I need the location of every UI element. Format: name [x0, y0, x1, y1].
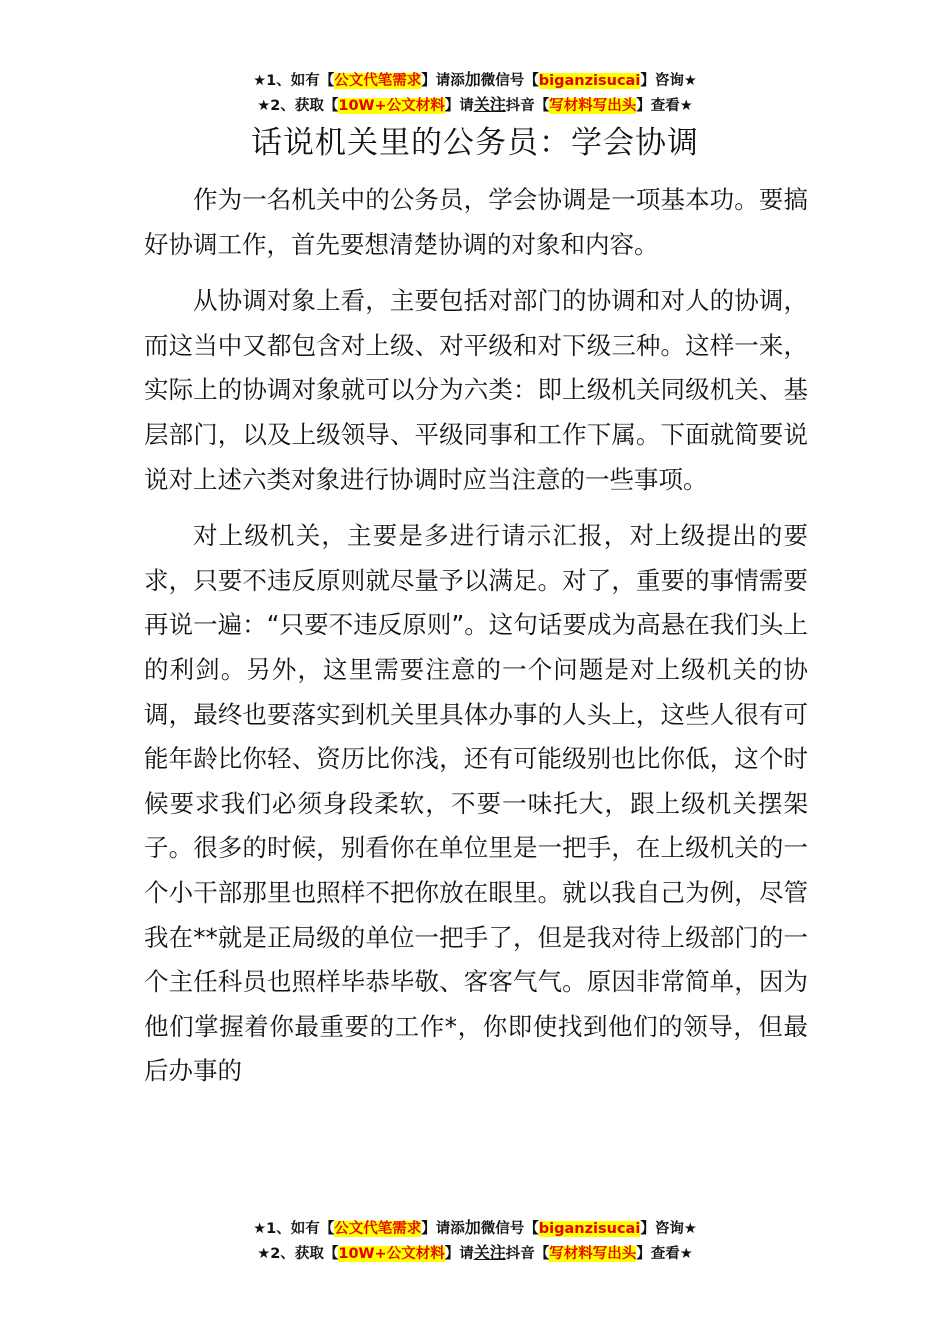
header-line-1 [0, 68, 950, 93]
star-icon: ★ [257, 98, 271, 114]
banner-text: 1、如有【 [266, 1221, 335, 1237]
highlight-wechat-id: biganzisucai [538, 73, 641, 89]
footer-line-1 [0, 1216, 950, 1241]
paragraph: 作为一名机关中的公务员，学会协调是一项基本功。要搞好协调工作，首先要想清楚协调的对象和内容。 [144, 185, 808, 259]
document-title: 话说机关里的公务员：学会协调 [251, 125, 699, 161]
banner-text: 微信号【 [480, 1221, 539, 1237]
star-icon: ★ [253, 1221, 267, 1237]
banner-text: 】咨询★ [640, 1221, 697, 1237]
banner-text: 】请添 [421, 73, 465, 89]
banner-text: 】咨询★ [640, 73, 697, 89]
header-line-2 [0, 93, 950, 118]
footer-banner [0, 1216, 950, 1266]
highlight-douyin: 写材料写出头 [549, 1246, 637, 1262]
footer-line-2 [0, 1241, 950, 1266]
star-icon: ★ [257, 1246, 271, 1262]
banner-emphasis: 加 [464, 1218, 481, 1237]
banner-emphasis: 关注 [473, 95, 506, 114]
highlight-wechat-id: biganzisucai [538, 1221, 641, 1237]
banner-text: 】请添 [421, 1221, 465, 1237]
banner-text: 】请 [444, 1246, 474, 1262]
star-icon: ★ [253, 73, 267, 89]
banner-text: 2、获取【 [270, 98, 339, 114]
header-banner [0, 68, 950, 118]
banner-text: 微信号【 [480, 73, 539, 89]
banner-emphasis: 加 [464, 70, 481, 89]
banner-text: 1、如有【 [266, 73, 335, 89]
banner-text: 】查看★ [636, 1246, 693, 1262]
highlight-service: 公文代笔需求 [334, 73, 422, 89]
banner-text: 】查看★ [636, 98, 693, 114]
highlight-materials: 10W+公文材料 [338, 1246, 445, 1262]
banner-text: 2、获取【 [270, 1246, 339, 1262]
document-body [144, 178, 808, 1106]
highlight-service: 公文代笔需求 [334, 1221, 422, 1237]
highlight-douyin: 写材料写出头 [549, 98, 637, 114]
highlight-materials: 10W+公文材料 [338, 98, 445, 114]
banner-text: 抖音【 [505, 1246, 550, 1262]
paragraph: 从协调对象上看，主要包括对部门的协调和对人的协调，而这当中又都包含对上级、对平级和对下级三种。这样一来，实际上的协调对象就可以分为六类：即上级机关同级机关、基层部门，以及上级领导、平级同事和工作下属。下面就简要说说对上述六类对象进行协调时应当注意的一些事项。 [144, 286, 808, 494]
banner-emphasis: 关注 [473, 1243, 506, 1262]
paragraph: 对上级机关，主要是多进行请示汇报，对上级提出的要求，只要不违反原则就尽量予以满足。对了，重要的事情需要再说一遍：“只要不违反原则”。这句话要成为高悬在我们头上的利剑。另外，这里需要注意的一个问题是对上级机关的协调，最终也要落实到机关里具体办事的人头上，这些人很有可能年龄比你轻、资历比你浅，还有可能级别也比你低，这个时候要求我们必须身段柔软，不要一味托大，跟上级机关摆架子。很多的时候，别看你在单位里是一把手，在上级机关的一个小干部那里也照样不把你放在眼里。就以我自己为例，尽管我在**就是正局级的单位一把手了，但是我对待上级部门的一个主任科员也照样毕恭毕敬、客客气气。原因非常简单，因为他们掌握着你最重要的工作*，你即使找到他们的领导，但最后办事的 [144, 521, 808, 1086]
banner-text: 抖音【 [505, 98, 550, 114]
banner-text: 】请 [444, 98, 474, 114]
